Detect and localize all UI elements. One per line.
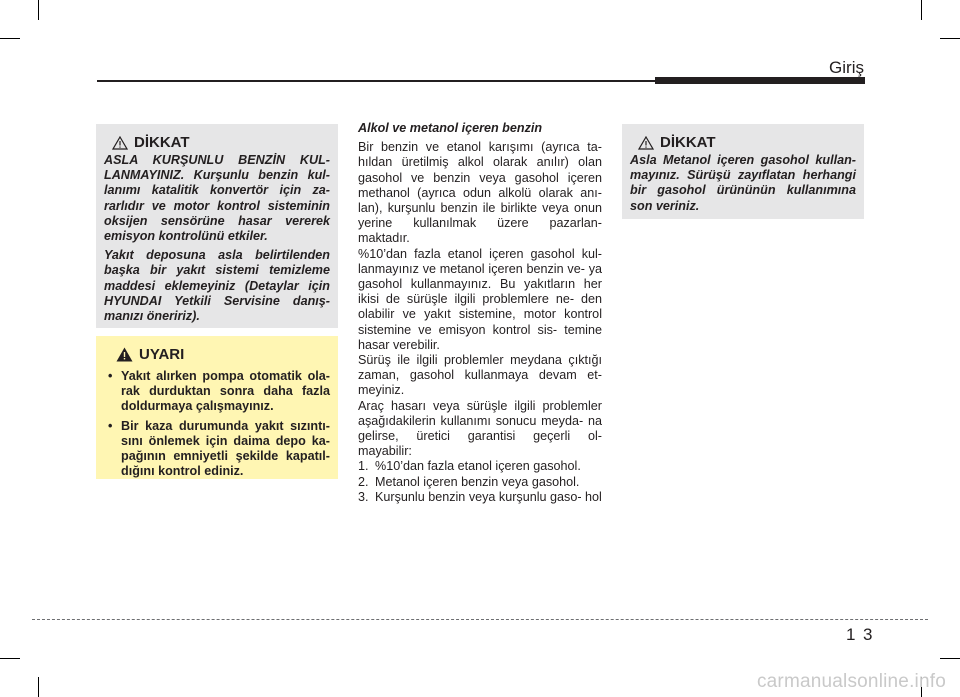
list-number: 3. bbox=[358, 489, 369, 504]
warning-item: • Bir kaza durumunda yakıt sızıntı- sını önlemek için daima depo ka- pağının emniyetli şekilde kapatıl- dığını kontrol ediniz. bbox=[104, 419, 330, 480]
list-number: 2. bbox=[358, 474, 369, 489]
section-title: Giriş bbox=[829, 58, 864, 77]
watermark: carmanualsonline.info bbox=[756, 671, 946, 692]
footer-rule bbox=[32, 619, 928, 620]
body-paragraph: Sürüş ile ilgili problemler meydana çıktığı zaman, gasohol kullanmaya devam et- meyiniz. bbox=[358, 353, 602, 398]
list-item bbox=[358, 490, 602, 505]
header-accent-bar bbox=[655, 77, 865, 84]
caution-title: DİKKAT bbox=[134, 134, 190, 151]
numbered-list bbox=[358, 459, 602, 505]
crop-mark bbox=[940, 38, 960, 39]
warning-list bbox=[104, 369, 330, 479]
list-text: Metanol içeren benzin veya gasohol. bbox=[375, 474, 580, 489]
caution-title-row bbox=[638, 134, 856, 151]
body-paragraph: Bir benzin ve etanol karışımı (ayrıca ta- hıldan üretilmiş alkol olarak anılır) olan gasohol ve benzin veya gasohol içeren methanol (ayrıca odun alkolü olarak anı- lan), kurşunlu benzin ile birlikte veya onun yerine kullanılmak üzere pazarlan- maktadır. bbox=[358, 140, 602, 246]
warning-triangle-icon bbox=[116, 347, 133, 362]
crop-mark bbox=[0, 658, 20, 659]
caution-paragraph: Yakıt deposuna asla belirtilenden başka bir yakıt sistemi temizleme maddesi eklemeyiniz (Detaylar için HYUNDAI Yetkili Servisine danış- manızı öneririz). bbox=[104, 248, 330, 324]
list-text: Kurşunlu benzin veya kurşunlu gaso- hol bbox=[375, 489, 602, 504]
caution-title-row bbox=[112, 134, 330, 151]
list-item bbox=[358, 475, 602, 490]
crop-mark bbox=[38, 0, 39, 20]
list-number: 1. bbox=[358, 459, 369, 474]
crop-mark bbox=[940, 658, 960, 659]
warning-item: • Yakıt alırken pompa otomatik ola- rak durduktan sonra daha fazla doldurmaya çalışmayınız. bbox=[104, 369, 330, 415]
caution-paragraph: Asla Metanol içeren gasohol kullan- mayınız. Sürüşü zayıflatan herhangi bir gasohol ürününün kullanımına son veriniz. bbox=[630, 153, 856, 213]
caution-paragraph: ASLA KURŞUNLU BENZİN KUL- LANMAYINIZ. Kurşunlu benzin kul- lanımı katalitik konvertör için za- rarlıdır ve motor kontrol sisteminin oksijen sensörüne hasar vererek emisyon kontrolünü etkiler. bbox=[104, 153, 330, 244]
page-number: 3 bbox=[863, 625, 873, 644]
list-text: %10’dan fazla etanol içeren gasohol. bbox=[375, 459, 581, 474]
warning-title-row bbox=[116, 346, 330, 363]
caution-triangle-icon bbox=[112, 136, 128, 150]
crop-mark bbox=[0, 38, 20, 39]
list-item bbox=[358, 459, 602, 474]
warning-box bbox=[96, 336, 338, 479]
main-text-column bbox=[358, 121, 602, 505]
body-paragraph: Araç hasarı veya sürüşle ilgili problemler aşağıdakilerin kullanımı sonucu meyda- na gelirse, üretici garantisi geçerli ol- mayabilir: bbox=[358, 398, 602, 459]
caution-box-left bbox=[96, 124, 338, 328]
caution-box-right bbox=[622, 124, 864, 219]
caution-title: DİKKAT bbox=[660, 134, 716, 151]
section-heading: Alkol ve metanol içeren benzin bbox=[358, 121, 543, 135]
crop-mark bbox=[38, 677, 39, 697]
caution-triangle-icon bbox=[638, 136, 654, 150]
body-paragraph: %10’dan fazla etanol içeren gasohol kul- lanmayınız ve metanol içeren benzin ve- ya gasohol kullanmayınız. Bu yakıtların her ikisi de sürüşle ilgili problemlere ne- den olabilir ve yakıt sistemine, motor kontrol sistemine ve emisyon kontrol sis- temine hasar verebilir. bbox=[358, 246, 602, 352]
chapter-number: 1 bbox=[846, 625, 856, 644]
crop-mark bbox=[921, 0, 922, 20]
warning-title: UYARI bbox=[139, 346, 185, 363]
